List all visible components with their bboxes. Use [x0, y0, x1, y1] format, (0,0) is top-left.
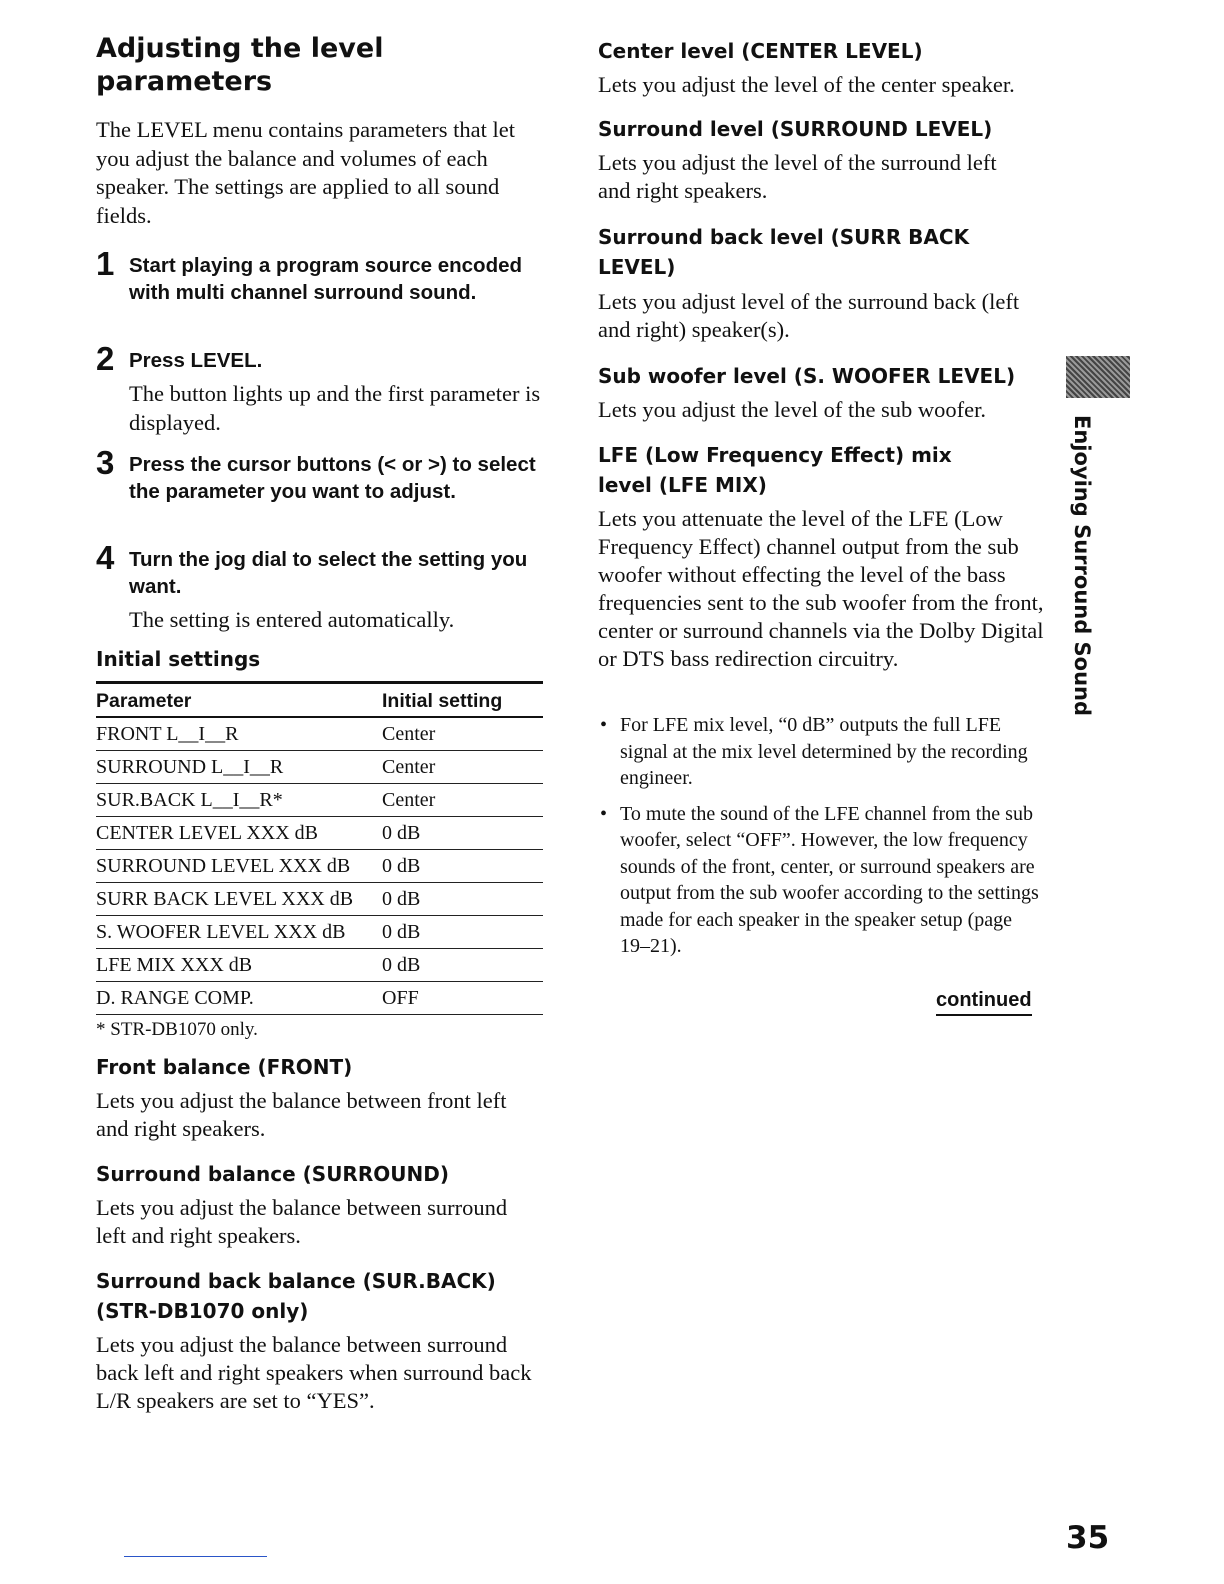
front-balance-heading: Front balance (FRONT) [96, 1055, 353, 1079]
table-footnote: * STR-DB1070 only. [96, 1019, 258, 1040]
step-instruction: Press the cursor buttons (< or >) to select the parameter you want to adjust. [129, 453, 536, 503]
parameter-cell: SURROUND LEVEL XXX dB [96, 850, 382, 883]
list-item [598, 712, 1044, 792]
parameter-cell: FRONT L__I__R [96, 717, 382, 751]
bottom-divider [124, 1556, 267, 1557]
center-level-heading: Center level (CENTER LEVEL) [598, 39, 923, 63]
step-4 [96, 539, 542, 635]
front-balance-body: Lets you adjust the balance between front left and right speakers. [96, 1088, 507, 1141]
step-note: The setting is entered automatically. [129, 607, 455, 632]
parameter-cell: SURROUND L__I__R [96, 751, 382, 784]
table-row [96, 982, 543, 1015]
table-row [96, 751, 543, 784]
section-side-title: Enjoying Surround Sound [1070, 415, 1094, 717]
table-row [96, 784, 543, 817]
setting-cell: 0 dB [382, 883, 543, 916]
bullet-glyph: • [600, 802, 608, 825]
sub-woofer-level-body: Lets you adjust the level of the sub woofer. [598, 397, 987, 422]
setting-cell: 0 dB [382, 949, 543, 982]
step-instruction: Turn the jog dial to select the setting you want. [129, 548, 528, 598]
setting-cell: 0 dB [382, 916, 543, 949]
surround-level-heading: Surround level (SURROUND LEVEL) [598, 117, 993, 141]
step-3 [96, 444, 542, 505]
step-1 [96, 245, 542, 306]
surround-level-body: Lets you adjust the level of the surround left and right speakers. [598, 150, 997, 203]
page-number: 35 [1066, 1520, 1110, 1556]
setting-cell: Center [382, 784, 543, 817]
initial-settings-heading: Initial settings [96, 647, 261, 671]
table-row [96, 717, 543, 751]
list-item-text: For LFE mix level, “0 dB” outputs the full LFE signal at the mix level determined by the recording engineer. [620, 714, 1028, 789]
parameter-cell: D. RANGE COMP. [96, 982, 382, 1015]
column-header-initial-setting: Initial setting [382, 683, 543, 718]
section-thumb-tab [1066, 356, 1130, 398]
parameter-cell: S. WOOFER LEVEL XXX dB [96, 916, 382, 949]
step-2 [96, 340, 542, 437]
column-header-parameter: Parameter [96, 683, 382, 718]
setting-cell: 0 dB [382, 817, 543, 850]
parameter-cell: CENTER LEVEL XXX dB [96, 817, 382, 850]
center-level-body: Lets you adjust the level of the center speaker. [598, 72, 1015, 97]
surround-back-level-body: Lets you adjust level of the surround back (left and right) speaker(s). [598, 289, 1020, 342]
page-title: Adjusting the level parameters [96, 33, 384, 97]
surround-back-level-heading: Surround back level (SURR BACK LEVEL) [598, 225, 970, 279]
list-item-text: To mute the sound of the LFE channel from the sub woofer, select “OFF”. However, the low frequency sounds of the front, center, or surround speakers are output from the sub woofer according to the settings made for each speaker in the speaker setup (page 19–21). [620, 802, 1039, 957]
sub-woofer-level-heading: Sub woofer level (S. WOOFER LEVEL) [598, 364, 1016, 388]
lfe-mix-level-body: Lets you attenuate the level of the LFE (Low Frequency Effect) channel output from the sub woofer without effecting the level of the bass frequencies sent to the sub woofer from the front, center or surround channels via the Dolby Digital or DTS bass redirection circuitry. [598, 506, 1044, 671]
step-number: 4 [96, 539, 115, 576]
surround-back-balance-body: Lets you adjust the balance between surround back left and right speakers when surround back L/R speakers are set to “YES”. [96, 1332, 532, 1413]
table-row [96, 850, 543, 883]
lfe-mix-level-heading: LFE (Low Frequency Effect) mix level (LFE MIX) [598, 443, 952, 497]
bullet-glyph: • [600, 714, 608, 736]
step-note: The button lights up and the first parameter is displayed. [129, 381, 541, 435]
continued-label: continued [936, 986, 1032, 1016]
intro-paragraph: The LEVEL menu contains parameters that let you adjust the balance and volumes of each speaker. The settings are applied to all sound fields. [96, 117, 516, 228]
table-row [96, 916, 543, 949]
initial-settings-table [96, 681, 543, 1015]
surround-balance-body: Lets you adjust the balance between surround left and right speakers. [96, 1195, 508, 1248]
surround-balance-heading: Surround balance (SURROUND) [96, 1162, 449, 1186]
list-item [598, 801, 1044, 960]
table-header-row [96, 683, 543, 718]
setting-cell: Center [382, 717, 543, 751]
step-instruction: Start playing a program source encoded with multi channel surround sound. [129, 254, 523, 304]
setting-cell: OFF [382, 982, 543, 1015]
setting-cell: 0 dB [382, 850, 543, 883]
lfe-notes-list [598, 712, 1044, 969]
step-instruction: Press LEVEL. [129, 349, 263, 372]
table-row [96, 817, 543, 850]
step-number: 2 [96, 340, 115, 377]
table-row [96, 949, 543, 982]
step-number: 1 [96, 245, 115, 282]
setting-cell: Center [382, 751, 543, 784]
surround-back-balance-heading: Surround back balance (SUR.BACK) (STR-DB1070 only) [96, 1269, 496, 1323]
step-number: 3 [96, 444, 115, 481]
parameter-cell: LFE MIX XXX dB [96, 949, 382, 982]
table-row [96, 883, 543, 916]
parameter-cell: SURR BACK LEVEL XXX dB [96, 883, 382, 916]
parameter-cell: SUR.BACK L__I__R* [96, 784, 382, 817]
